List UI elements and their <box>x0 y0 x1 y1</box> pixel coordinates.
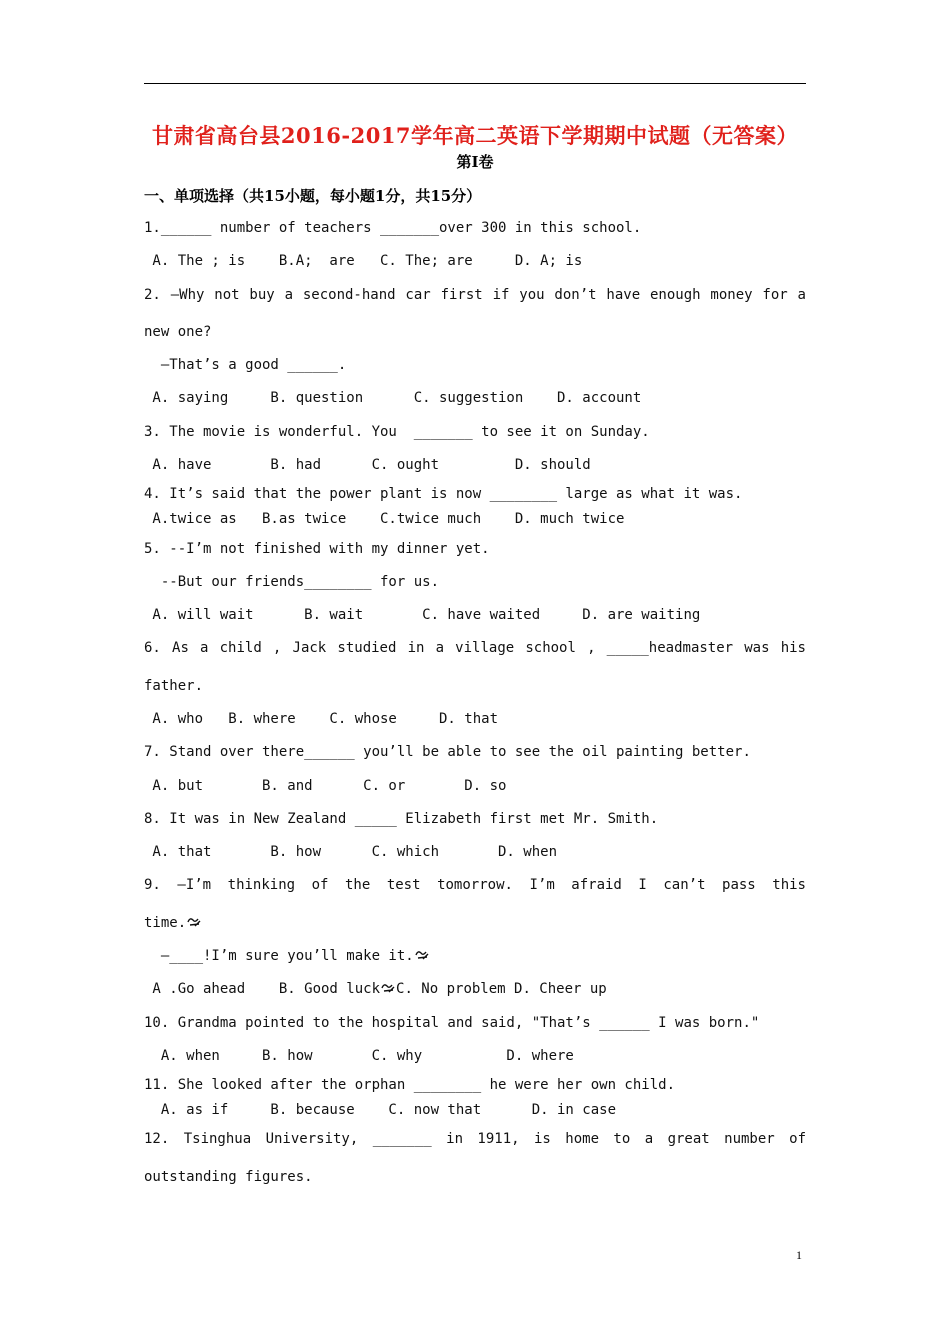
question-11: 11. She looked after the orphan ________ he were her own child. <box>144 1077 676 1093</box>
question-9: 9. —I’m thinking of the test tomorrow. I’m afraid I can’t pass this <box>144 877 806 893</box>
question-5-reply: --But our friends________ for us. <box>144 574 440 590</box>
question-12-cont: outstanding figures. <box>144 1169 313 1185</box>
question-9-options <box>144 979 806 999</box>
question-7-options: A. but B. and C. or D. so <box>144 778 507 794</box>
question-1-options: A. The ; is B.A; are C. The; are D. A; is <box>144 253 583 269</box>
question-6-options: A. who B. where C. whose D. that <box>144 711 499 727</box>
question-11-options: A. as if B. because C. now that D. in case <box>144 1102 617 1118</box>
question-4: 4. It’s said that the power plant is now ________ large as what it was. <box>144 486 743 502</box>
question-2: 2. —Why not buy a second-hand car first if you don’t have enough money for a <box>144 287 806 303</box>
section-heading: 一、单项选择（共15小题，每小题1分，共15分） <box>144 187 482 205</box>
question-8: 8. It was in New Zealand _____ Elizabeth first met Mr. Smith. <box>144 811 659 827</box>
question-9-cont-text: time. <box>144 915 187 931</box>
question-3-options: A. have B. had C. ought D. should <box>144 457 591 473</box>
question-1: 1.______ number of teachers _______over 300 in this school. <box>144 220 642 236</box>
volume-heading: 第Ⅰ卷 <box>456 153 494 171</box>
question-5-options: A. will wait B. wait C. have waited D. are waiting <box>144 607 701 623</box>
question-2-reply: —That’s a good ______. <box>144 357 347 373</box>
question-2-cont: new one? <box>144 324 212 340</box>
question-10-options: A. when B. how C. why D. where <box>144 1048 574 1064</box>
question-9-options-b: C. No problem D. Cheer up <box>396 981 607 997</box>
scribble-mark-icon <box>380 982 396 994</box>
question-9-reply <box>144 946 806 966</box>
question-9-reply-text: —____!I’m sure you’ll make it. <box>144 948 414 964</box>
question-3: 3. The movie is wonderful. You _______ to see it on Sunday. <box>144 424 650 440</box>
question-9-cont <box>144 913 806 933</box>
question-7: 7. Stand over there______ you’ll be able to see the oil painting better. <box>144 744 751 760</box>
scribble-mark-icon <box>414 949 430 961</box>
page-number: 1 <box>796 1248 802 1262</box>
question-5: 5. --I’m not finished with my dinner yet. <box>144 541 490 557</box>
question-9-options-a: A .Go ahead B. Good luck <box>144 981 381 997</box>
document-title: 甘肃省高台县2016-2017学年高二英语下学期期中试题（无答案） <box>151 123 799 148</box>
question-10: 10. Grandma pointed to the hospital and said, "That’s ______ I was born." <box>144 1015 760 1031</box>
header-rule <box>144 83 806 84</box>
question-12: 12. Tsinghua University, _______ in 1911, is home to a great number of <box>144 1131 806 1147</box>
question-8-options: A. that B. how C. which D. when <box>144 844 558 860</box>
scribble-mark-icon <box>186 916 202 928</box>
question-2-options: A. saying B. question C. suggestion D. account <box>144 390 642 406</box>
question-6-cont: father. <box>144 678 204 694</box>
question-6: 6. As a child , Jack studied in a village school , _____headmaster was his <box>144 640 806 656</box>
question-4-options: A.twice as B.as twice C.twice much D. much twice <box>144 511 625 527</box>
